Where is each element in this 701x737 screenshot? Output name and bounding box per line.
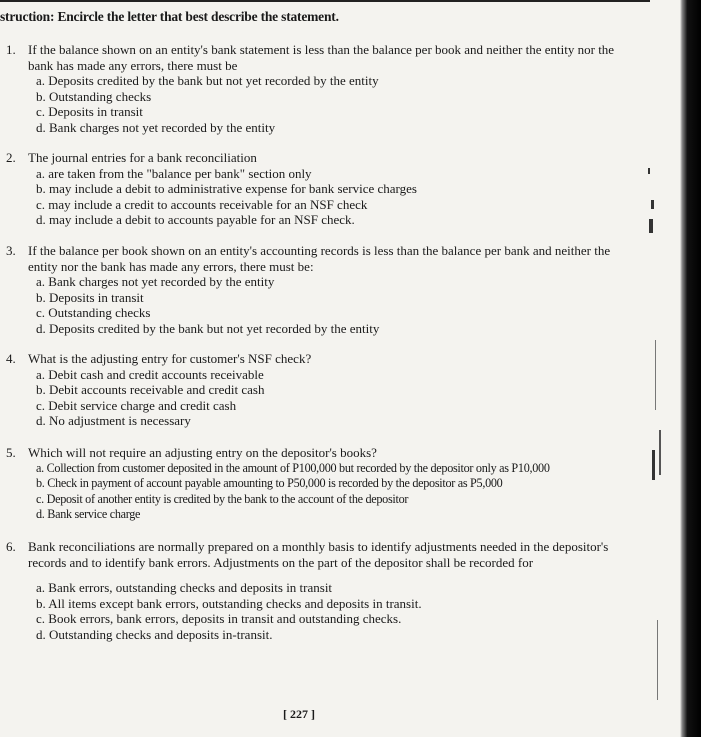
book-spine: [680, 0, 701, 737]
question-number: 4.: [6, 351, 16, 366]
choice-c: c. Deposits in transit: [36, 104, 143, 119]
scan-speck: [651, 200, 654, 209]
choice-list: [36, 166, 618, 228]
choice-c: c. Book errors, bank errors, deposits in transit and outstanding checks.: [36, 611, 402, 626]
question-stem: The journal entries for a bank reconciliation: [28, 150, 257, 165]
choice-b: b. Debit accounts receivable and credit cash: [36, 382, 265, 397]
choice-d: d. Outstanding checks and deposits in-transit.: [36, 626, 273, 642]
choice-a: a. are taken from the "balance per bank" section only: [36, 165, 312, 181]
scan-line: [659, 430, 661, 475]
choice-d: d. Bank charges not yet recorded by the entity: [36, 119, 276, 135]
choice-a: a. Collection from customer deposited in the amount of P100,000 but recorded by the depositor only as P10,000: [36, 460, 550, 475]
choice-b: b. All items except bank errors, outstanding checks and deposits in transit.: [36, 595, 422, 611]
choice-a: a. Bank errors, outstanding checks and deposits in transit: [36, 580, 333, 595]
choice-list: [36, 274, 618, 336]
choice-c: c. Debit service charge and credit cash: [36, 397, 237, 413]
question-number: 2.: [6, 150, 16, 165]
choice-b: b. Deposits in transit: [36, 289, 144, 305]
choice-d: d. Bank service charge: [36, 507, 141, 521]
choice-d: d. Deposits credited by the bank but not yet recorded by the entity: [36, 320, 380, 336]
choice-list: [36, 73, 618, 135]
choice-a: a. Debit cash and credit accounts receivable: [36, 366, 264, 382]
question-stem: Bank reconciliations are normally prepared on a monthly basis to identify adjustments needed in the depositor's records and to identify bank errors. Adjustments on the part of the depositor shall be recorded for: [28, 539, 609, 570]
question-2: [6, 150, 618, 228]
instruction-text: Encircle the letter that best describe the statement.: [57, 9, 339, 24]
question-stem: Which will not require an adjusting entry on the depositor's books?: [28, 445, 377, 460]
choice-list: [36, 461, 618, 523]
top-rule: [0, 0, 650, 2]
instruction: [0, 9, 339, 25]
question-4: [6, 351, 618, 429]
choice-d: d. No adjustment is necessary: [36, 413, 191, 428]
question-3: [6, 243, 618, 336]
question-stem: If the balance per book shown on an entity's accounting records is less than the balance per bank and neither the entity nor the bank has made any errors, there must be:: [28, 243, 611, 274]
choice-list: [36, 580, 618, 642]
choice-a: a. Bank charges not yet recorded by the entity: [36, 274, 275, 289]
choice-c: c. Outstanding checks: [36, 305, 151, 320]
question-6: [6, 539, 618, 642]
question-stem: If the balance shown on an entity's bank statement is less than the balance per book and neither the entity nor the bank has made any errors, there must be: [28, 42, 615, 73]
scan-speck: [649, 219, 653, 233]
question-1: [6, 42, 618, 135]
choice-a: a. Deposits credited by the bank but not yet recorded by the entity: [36, 73, 379, 88]
choice-c: c. Deposit of another entity is credited by the bank to the account of the depositor: [36, 491, 409, 506]
question-5: [6, 445, 618, 523]
question-number: 3.: [6, 243, 16, 258]
page-number: [ 227 ]: [283, 707, 315, 721]
choice-c: c. may include a credit to accounts receivable for an NSF check: [36, 196, 368, 212]
question-number: 6.: [6, 539, 16, 554]
instruction-label: struction:: [0, 9, 55, 24]
choice-list: [36, 367, 618, 429]
question-number: 1.: [6, 42, 16, 57]
choice-b: b. Outstanding checks: [36, 88, 152, 104]
scan-line: [655, 340, 656, 410]
choice-b: b. Check in payment of account payable amounting to P50,000 is recorded by the depositor as P5,000: [36, 476, 503, 490]
scan-line: [657, 620, 658, 700]
choice-b: b. may include a debit to administrative expense for bank service charges: [36, 181, 417, 196]
scan-speck: [648, 168, 650, 174]
choice-d: d. may include a debit to accounts payable for an NSF check.: [36, 212, 355, 227]
scan-speck: [652, 450, 655, 480]
question-stem: What is the adjusting entry for customer's NSF check?: [28, 351, 312, 366]
question-number: 5.: [6, 445, 16, 460]
